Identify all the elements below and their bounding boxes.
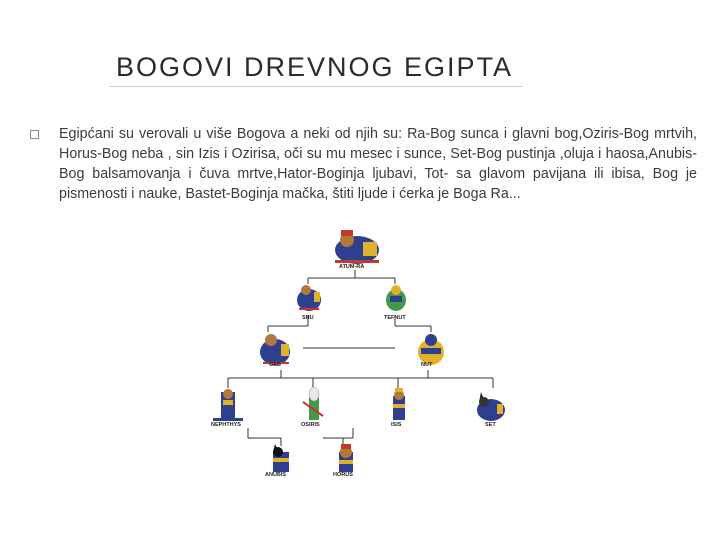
horus-figure	[339, 444, 353, 472]
set-figure	[477, 392, 505, 421]
nut-figure	[418, 334, 444, 365]
atum-ra-figure	[335, 230, 379, 264]
label-atum-ra: ATUM-RA	[339, 264, 365, 270]
label-osiris: OSIRIS	[301, 422, 320, 428]
bullet-marker	[30, 130, 39, 139]
isis-figure	[393, 388, 405, 420]
label-set: SET	[485, 422, 496, 428]
label-isis: ISIS	[391, 422, 402, 428]
title-underline	[110, 86, 522, 87]
egyptian-gods-family-tree-image	[203, 220, 516, 480]
anubis-figure	[273, 444, 289, 472]
label-nut: NUT	[421, 362, 433, 368]
label-shu: SHU	[302, 315, 314, 321]
nephthys-figure	[213, 389, 243, 421]
shu-figure	[297, 285, 321, 311]
bullet-paragraph: Egipćani su verovali u više Bogova a neki od njih su: Ra-Bog sunca i glavni bog,Oziris-Bog mrtvih, Horus-Bog neba , sin Izis i Ozirisa, oči su mu mesec i sunce, Set-Bog pustinja ,oluja i haosa,Anubis-Bog balsamovanja i čuva mrtve,Hator-Boginja ljubavi, Tot- sa glavom pavijana ili ibisa, Bog je pismenosti i nauke, Bastet-Boginja mačka, štiti ljude i ćerka je Boga Ra...	[59, 126, 697, 202]
osiris-figure	[303, 387, 323, 420]
slide-title: BOGOVI DREVNOG EGIPTA	[116, 52, 514, 82]
family-tree-svg	[203, 220, 516, 480]
label-horus: HORUS	[333, 472, 353, 478]
label-nephthys: NEPHTHYS	[211, 422, 241, 428]
label-geb: GEB	[269, 362, 281, 368]
geb-figure	[260, 334, 290, 365]
label-tefnut: TEFNUT	[384, 315, 406, 321]
label-anubis: ANUBIS	[265, 472, 287, 478]
tefnut-figure	[386, 285, 406, 311]
